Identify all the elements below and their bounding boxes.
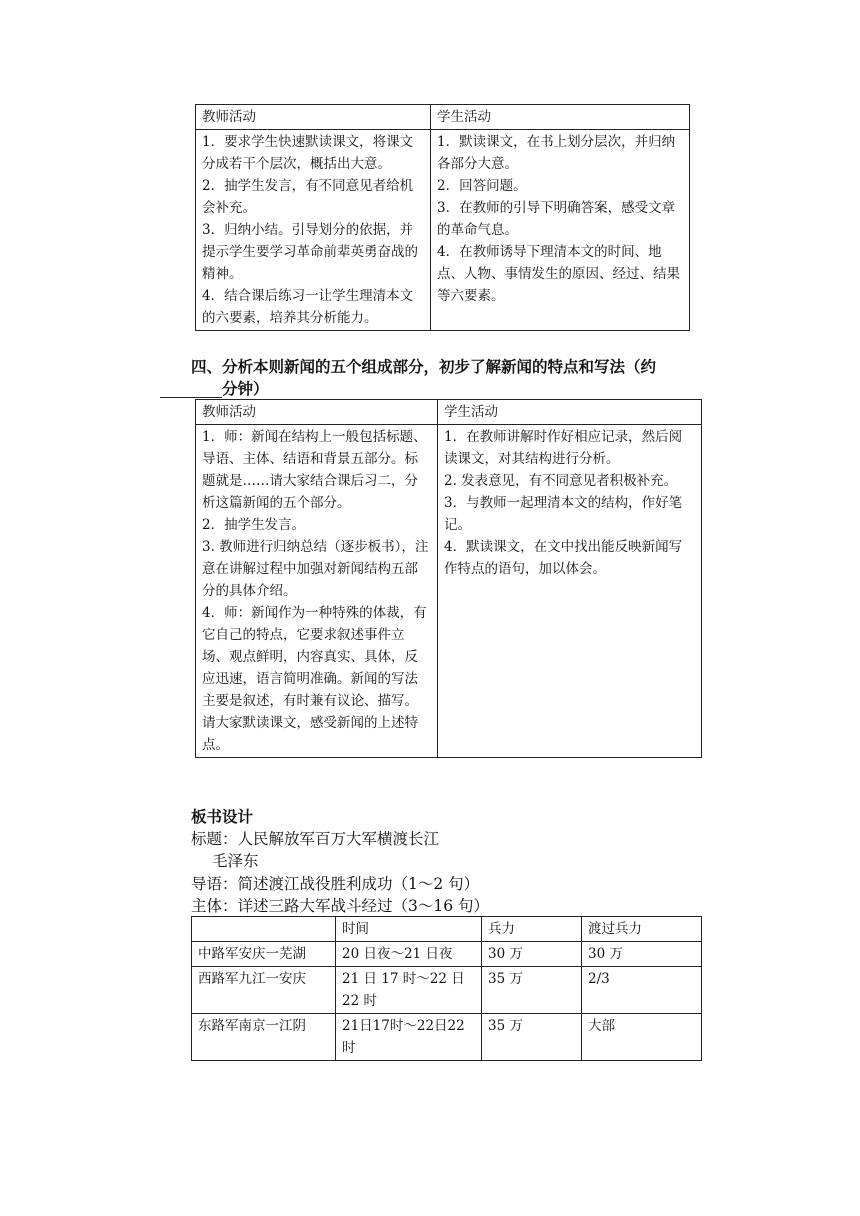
student-activity-header: 学生活动 — [431, 105, 690, 130]
teacher-activity-header: 教师活动 — [196, 400, 438, 425]
list-item: 1．师：新闻在结构上一般包括标题、导语、主体、结语和背景五部分。标题就是……请大家结合课后习二，分析这篇新闻的五个部分。 — [202, 429, 427, 511]
table-row — [192, 942, 702, 967]
student-activity-cell — [431, 130, 690, 331]
table-cell: 西路军九江一安庆 — [192, 967, 336, 1014]
list-item: 1．要求学生快速默读课文，将课文分成若干个层次，概括出大意。 — [202, 134, 414, 172]
column-header: 时间 — [336, 917, 482, 942]
table-header-row — [196, 105, 690, 130]
list-item: 1．默读课文，在书上划分层次，并归纳各部分大意。 — [437, 134, 676, 172]
list-item: 4．师：新闻作为一种特殊的体裁，有它自己的特点，它要求叙述事件立场、观点鲜明，内容真实、具体，反应迅速，语言简明准确。新闻的写法主要是叙述，有时兼有议论、描写。请大家默读课文，感受新闻的上述特点。 — [202, 605, 427, 753]
list-item: 3．归纳小结。引导划分的依据，并提示学生要学习革命前辈英勇奋战的精神。 — [202, 222, 418, 282]
board-design-title: 板书设计 — [191, 807, 254, 826]
table-cell: 35 万 — [482, 1014, 582, 1061]
board-body: 主体：详述三路大军战斗经过（3～16 句） — [191, 897, 490, 915]
table-row — [196, 425, 702, 758]
list-item: 2．抽学生发言。 — [202, 517, 306, 533]
teacher-activity-cell — [196, 130, 431, 331]
student-activity-header: 学生活动 — [438, 400, 702, 425]
army-table — [191, 916, 702, 1061]
table-cell: 21 日 17 时～22 日 22 时 — [336, 967, 482, 1014]
table-header-row — [196, 400, 702, 425]
table-row — [192, 1014, 702, 1061]
table-cell: 20 日夜～21 日夜 — [336, 942, 482, 967]
table-cell: 30 万 — [582, 942, 702, 967]
table-cell: 2/3 — [582, 967, 702, 1014]
section-heading-continued: 分钟） — [222, 379, 269, 398]
table-cell: 21日17时～22日22时 — [336, 1014, 482, 1061]
blank-underline — [160, 397, 222, 398]
list-item: 2. 发表意见，有不同意见者积极补充。 — [444, 473, 678, 489]
column-header — [192, 917, 336, 942]
list-item: 4．默读课文，在文中找出能反映新闻写作特点的语句，加以体会。 — [444, 539, 683, 577]
table-cell: 30 万 — [482, 942, 582, 967]
table-row — [196, 130, 690, 331]
activity-table-2 — [195, 399, 702, 758]
teacher-activity-cell — [196, 425, 438, 758]
column-header: 兵力 — [482, 917, 582, 942]
list-item: 3．与教师一起理清本文的结构，作好笔记。 — [444, 495, 683, 533]
list-item: 4．结合课后练习一让学生理清本文的六要素，培养其分析能力。 — [202, 288, 414, 326]
list-item: 4．在教师诱导下理清本文的时间、地点、人物、事情发生的原因、经过、结果等六要素。 — [437, 244, 680, 304]
student-activity-cell — [438, 425, 702, 758]
column-header: 渡过兵力 — [582, 917, 702, 942]
list-item: 3. 教师进行归纳总结（逐步板书），注意在讲解过程中加强对新闻结构五部分的具体介绍。 — [202, 539, 429, 599]
section-heading: 四、分析本则新闻的五个组成部分，初步了解新闻的特点和写法（约 — [191, 357, 657, 376]
list-item: 1．在教师讲解时作好相应记录，然后阅读课文，对其结构进行分析。 — [444, 429, 683, 467]
table-row — [192, 967, 702, 1014]
table-cell: 东路军南京一江阴 — [192, 1014, 336, 1061]
board-headline: 标题：人民解放军百万大军横渡长江 — [191, 830, 440, 848]
teacher-activity-header: 教师活动 — [196, 105, 431, 130]
list-item: 2．回答问题。 — [437, 178, 527, 194]
table-cell: 35 万 — [482, 967, 582, 1014]
table-cell: 中路军安庆一芜湖 — [192, 942, 336, 967]
table-cell: 大部 — [582, 1014, 702, 1061]
list-item: 2．抽学生发言，有不同意见者给机会补充。 — [202, 178, 414, 216]
activity-table-1 — [195, 104, 690, 331]
board-lead: 导语：简述渡江战役胜利成功（1～2 句） — [191, 875, 480, 893]
board-author: 毛泽东 — [212, 852, 259, 870]
table-header-row — [192, 917, 702, 942]
list-item: 3．在教师的引导下明确答案，感受文章的革命气息。 — [437, 200, 676, 238]
